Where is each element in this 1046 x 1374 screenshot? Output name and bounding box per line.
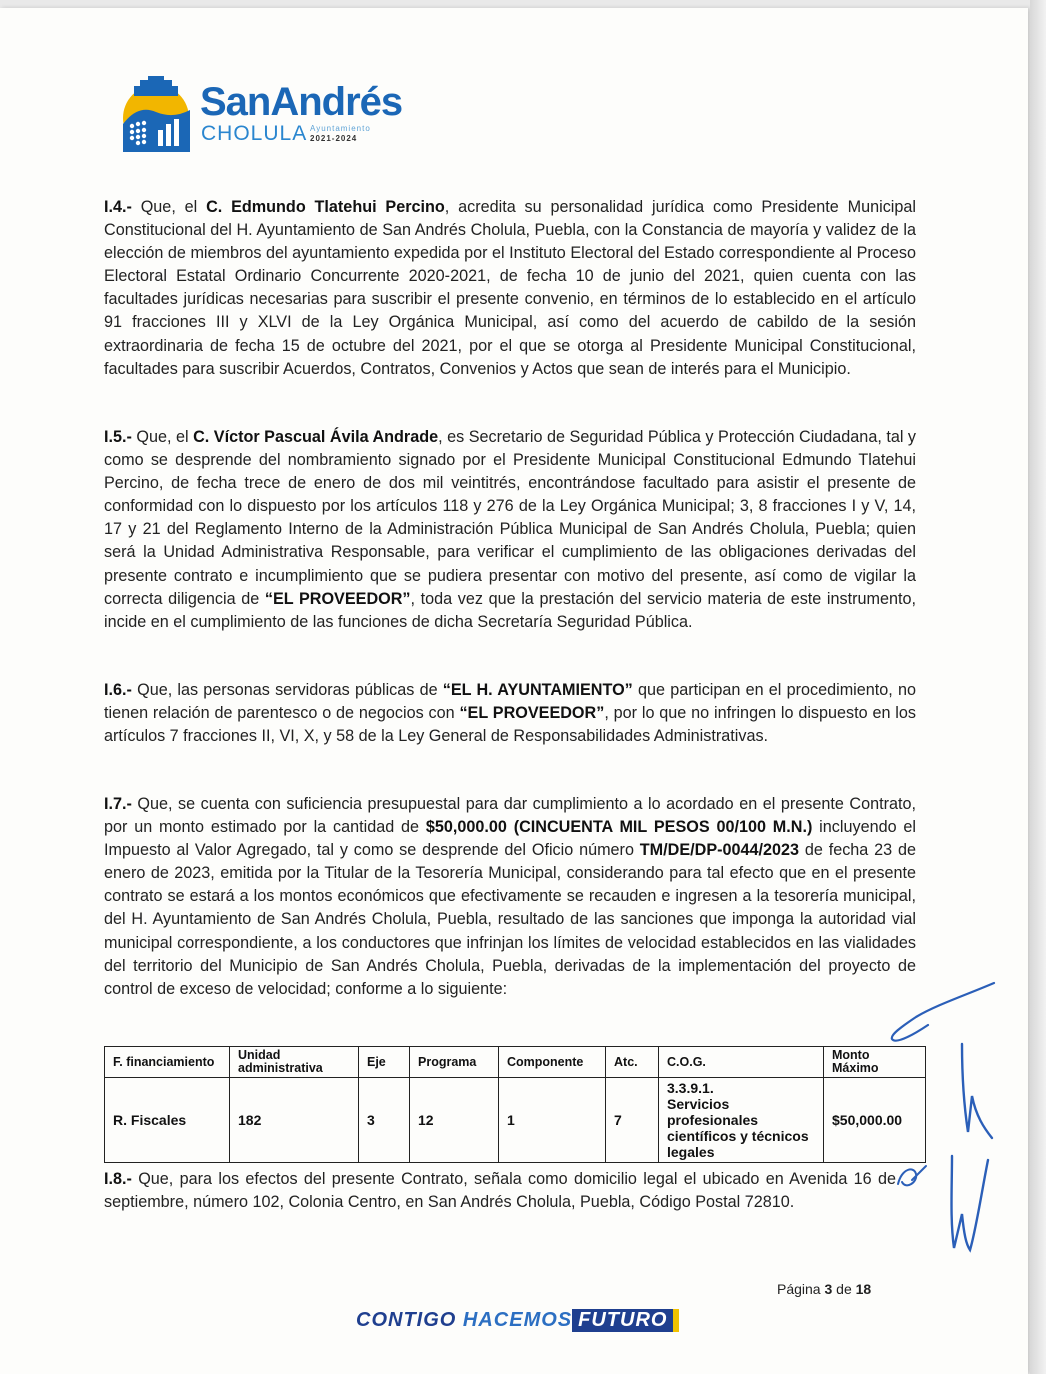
table-row <box>105 1078 926 1163</box>
party-name: “EL PROVEEDOR” <box>459 704 605 723</box>
budget-table <box>104 1046 926 1163</box>
logo-subname: CHOLULA <box>201 122 308 145</box>
paragraph-text: Que, el <box>131 198 207 216</box>
cell-monto-maximo: $50,000.00 <box>824 1078 926 1163</box>
slogan-part-1: CONTIGO <box>356 1309 457 1331</box>
paragraph-i5 <box>104 426 916 634</box>
paragraph-i6 <box>104 679 916 748</box>
header-eje: Eje <box>359 1047 410 1078</box>
paragraph-text: , toda vez que la prestación del servicio materia de este instrumento, incide en el cumplimiento de las funciones de dicha Secretaría Seguridad Pública. <box>104 589 916 631</box>
paragraph-text: Que, el <box>131 428 194 446</box>
party-name: “EL PROVEEDOR” <box>264 589 411 608</box>
header-componente: Componente <box>499 1047 606 1078</box>
logo-name: SanAndrés <box>200 80 403 124</box>
person-name: C. Edmundo Tlatehui Percino <box>206 198 445 216</box>
paragraph-number: I.6.- <box>104 681 132 699</box>
slogan-part-2: HACEMOS <box>462 1309 573 1331</box>
cog-description: Servicios profesionales científicos y técnicos legales <box>667 1096 809 1160</box>
paragraph-number: I.4.- <box>104 198 132 216</box>
paragraph-text: incluyendo el Impuesto al Valor Agregado, tal y como se desprende del Oficio número <box>104 818 917 860</box>
handwritten-initials <box>940 1036 1000 1146</box>
paragraph-number: I.7.- <box>104 795 132 813</box>
cell-componente: 1 <box>499 1078 606 1163</box>
handwritten-mark <box>892 1160 932 1196</box>
logo-years: 2021-2024 <box>310 134 358 143</box>
header-cog: C.O.G. <box>659 1047 824 1078</box>
paragraph-i7 <box>104 793 916 1001</box>
cell-unidad-administrativa: 182 <box>230 1078 359 1163</box>
header-programa: Programa <box>410 1047 499 1078</box>
paragraph-number: I.8.- <box>104 1170 132 1188</box>
footer-slogan <box>356 1309 679 1332</box>
logo-emblem-icon <box>118 74 196 154</box>
header-f-financiamiento: F. financiamiento <box>105 1047 230 1078</box>
document-number: TM/DE/DP-0044/2023 <box>639 841 800 860</box>
paragraph-number: I.5.- <box>104 428 132 446</box>
cell-programa: 12 <box>410 1078 499 1163</box>
paragraph-i8 <box>104 1168 896 1214</box>
paragraph-text: , es Secretario de Seguridad Pública y Protección Ciudadana, tal y como se desprende del nombramiento signado por el Presidente Municipal Constitucional Edmundo Tlatehui Percino, de fecha trece de enero de dos mil veintitrés, encontrándose facultado para asistir el presente de conformidad con lo dispuesto por los artículos 118 y 276 de la Ley Orgánica Municipal; 3, 8 fracciones I y V, 14, 17 y 21 del Reglamento Interno de la Administración Pública Municipal de San Andrés Cholula, Puebla; quien será la Unidad Administrativa Responsable, para verificar el cumplimiento de las obligaciones derivadas del presente contrato e incumplimiento que se pudiera presentar con motivo del presente, así como de vigilar la correcta diligencia de <box>104 428 917 608</box>
header-atc: Atc. <box>606 1047 659 1078</box>
paragraph-text: que participan en el procedimiento, no tienen relación de parentesco o de negocios con <box>104 681 916 723</box>
logo-ayuntamiento: Ayuntamiento <box>310 124 371 133</box>
paragraph-text: Que, se cuenta con suficiencia presupuestal para dar cumplimiento a lo acordado en el presente Contrato, por un monto estimado por la cantidad de <box>104 795 916 837</box>
page-edge <box>1030 0 1046 1374</box>
amount: $50,000.00 (CINCUENTA MIL PESOS 00/100 M.N.) <box>425 818 813 837</box>
header-unidad-administrativa: Unidad administrativa <box>230 1047 359 1078</box>
person-name: C. Víctor Pascual Ávila Andrade <box>193 428 439 446</box>
paragraph-text: , acredita su personalidad jurídica como Presidente Municipal Constitucional del H. Ayuntamiento de San Andrés Cholula, Puebla, con la Constancia de mayoría y validez de la elección de miembros del ayuntamiento expedida por el Instituto Electoral del Estado correspondiente al Proceso Electoral Estatal Ordinario Concurrente 2020-2021, de fecha 10 de junio del 2021, quien cuenta con las facultades jurídicas necesarias para suscribir el presente convenio, en términos de lo establecido en el artículo 91 fracciones III y XLVI de la Ley Orgánica Municipal, así como del acuerdo de cabildo de la sesión extraordinaria de fecha 15 de octubre del 2021, por el que se otorga al Presidente Municipal Constitucional, facultades para suscribir Acuerdos, Contratos, Convenios y Actos que sean de interés para el Municipio. <box>104 198 916 378</box>
san-andres-cholula-logo <box>118 74 418 154</box>
party-name: “EL H. AYUNTAMIENTO” <box>442 681 633 699</box>
handwritten-initials-2 <box>936 1150 996 1260</box>
cell-f-financiamiento: R. Fiscales <box>105 1078 230 1163</box>
paragraph-i4 <box>104 196 916 381</box>
slogan-part-3: FUTURO <box>572 1309 679 1332</box>
paragraph-text: de fecha 23 de enero de 2023, emitida por la Titular de la Tesorería Municipal, considerando para tal efecto que en el presente contrato se estará a los montos económicos que efectivamente se recauden e ingresen a la tesorería municipal, del H. Ayuntamiento de San Andrés Cholula, Puebla, resultado de las sanciones que imponga la autoridad vial municipal correspondiente, a los conductores que infrinjan los límites de velocidad establecidos en las vialidades del territorio del Municipio de San Andrés Cholula, Puebla, derivadas de la implementación del proyecto de control de exceso de velocidad; conforme a lo siguiente: <box>104 841 916 998</box>
cog-code: 3.3.9.1. <box>667 1080 714 1096</box>
paragraph-text: Que, para los efectos del presente Contrato, señala como domicilio legal el ubicado en Avenida 16 de septiembre, número 102, Colonia Centro, en San Andrés Cholula, Puebla, Código Postal 72810. <box>104 1170 896 1212</box>
header-monto-maximo: Monto Máximo <box>824 1047 926 1078</box>
cell-cog <box>659 1078 824 1163</box>
page-number: Página 3 de 18 <box>777 1281 872 1297</box>
cell-eje: 3 <box>359 1078 410 1163</box>
paragraph-text: , por lo que no infringen lo dispuesto en los artículos 7 fracciones II, VI, X, y 58 de la Ley General de Responsabilidades Administrativas. <box>104 704 916 746</box>
table-header-row <box>105 1047 926 1078</box>
paragraph-text: Que, las personas servidoras públicas de <box>131 681 443 699</box>
cell-atc: 7 <box>606 1078 659 1163</box>
